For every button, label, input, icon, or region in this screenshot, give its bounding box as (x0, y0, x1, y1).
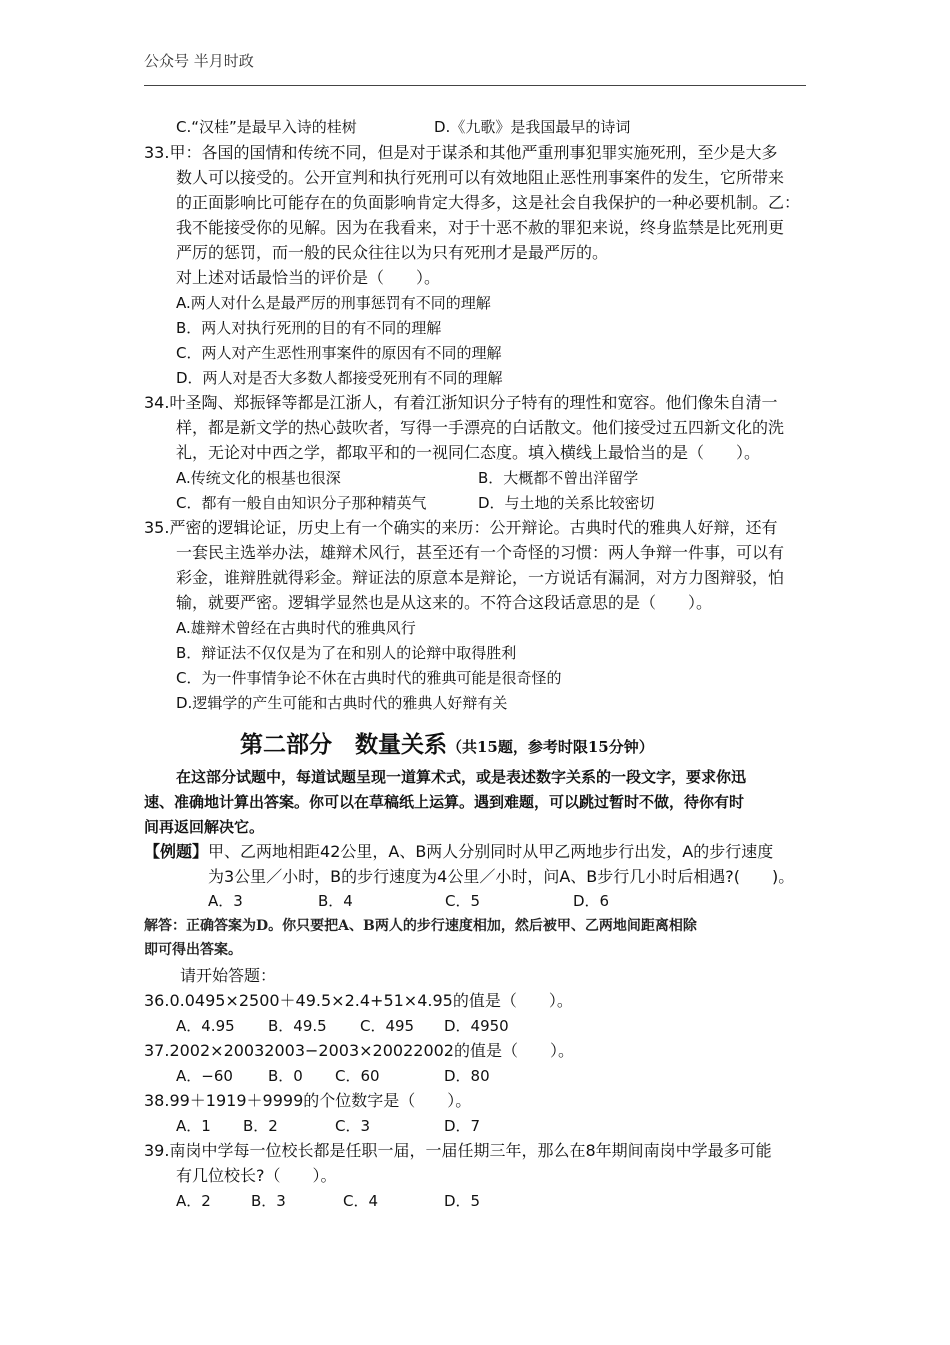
q37-option-d: D．80 (444, 1067, 490, 1085)
q34-line: 34.叶圣陶、郑振铎等都是江浙人，有着江浙知识分子特有的理性和宽容。他们像朱自清一 (144, 393, 778, 412)
section-subtitle: （共15题，参考时限15分钟） (447, 738, 654, 756)
q34-option-a: A.传统文化的根基也很深 (176, 469, 341, 487)
q33-line: 我不能接受你的见解。因为在我看来，对于十恶不赦的罪犯来说，终身监禁是比死刑更 (176, 218, 785, 237)
q33-line: 33.甲：各国的国情和传统不同，但是对于谋杀和其他严重刑事犯罪实施死刑，至少是大多 (144, 143, 778, 162)
q33-line: 数人可以接受的。公开宣判和执行死刑可以有效地阻止恶性刑事案件的发生，它所带来 (176, 168, 785, 187)
q39-line: 有几位校长?（ ）。 (176, 1166, 337, 1185)
q32-option-d: D.《九歌》是我国最早的诗词 (434, 118, 631, 136)
q34-line: 礼，无论对中西之学，都取平和的一视同仁态度。填入横线上最恰当的是（ ）。 (176, 443, 761, 462)
q39-option-d: D．5 (444, 1192, 481, 1210)
q34-option-b: B．大概都不曾出洋留学 (478, 469, 639, 487)
q33-option-c: C．两人对产生恶性刑事案件的原因有不同的理解 (176, 344, 502, 362)
q37-stem: 37.2002×20032003−2003×20022002的值是（ ）。 (144, 1041, 574, 1060)
q33-line: 的正面影响比可能存在的负面影响肯定大得多，这是社会自我保护的一种必要机制。乙： (176, 193, 801, 212)
q34-line: 样，都是新文学的热心鼓吹者，写得一手漂亮的白话散文。他们接受过五四新文化的洗 (176, 418, 785, 437)
q38-option-d: D．7 (444, 1117, 481, 1135)
section-intro-line: 速、准确地计算出答案。你可以在草稿纸上运算。遇到难题，可以跳过暂时不做，待你有时 (144, 793, 745, 811)
example-option-c: C．5 (445, 892, 481, 910)
example-option-a: A．3 (208, 892, 243, 910)
page-header: 公众号 半月时政 (144, 52, 254, 70)
q34-option-d: D．与土地的关系比较密切 (478, 494, 655, 512)
q38-option-b: B．2 (243, 1117, 278, 1135)
q37-option-b: B．0 (268, 1067, 303, 1085)
q36-option-a: A．4.95 (176, 1017, 235, 1035)
example-option-d: D．6 (573, 892, 610, 910)
q38-stem: 38.99＋1919＋9999的个位数字是（ ）。 (144, 1091, 472, 1110)
header-divider (144, 85, 806, 86)
section-intro-line: 在这部分试题中，每道试题呈现一道算术式，或是表述数字关系的一段文字，要求你迅 (176, 768, 747, 786)
q37-option-a: A．−60 (176, 1067, 233, 1085)
example-answer-line: 即可得出答案。 (144, 942, 242, 958)
q34-option-c: C．都有一般自由知识分子那种精英气 (176, 494, 427, 512)
q36-stem: 36.0.0495×2500＋49.5×2.4+51×4.95的值是（ ）。 (144, 991, 573, 1010)
section-heading (240, 726, 654, 759)
q39-option-b: B．3 (251, 1192, 286, 1210)
q33-line: 严厉的惩罚，而一般的民众往往以为只有死刑才是最严厉的。 (176, 243, 609, 262)
example-answer-line: 解答：正确答案为D。你只要把A、B两人的步行速度相加，然后被甲、乙两地间距离相除 (144, 918, 697, 934)
q39-option-c: C．4 (343, 1192, 379, 1210)
q35-option-d: D.逻辑学的产生可能和古典时代的雅典人好辩有关 (176, 694, 508, 712)
q39-option-a: A．2 (176, 1192, 211, 1210)
q38-option-a: A．1 (176, 1117, 211, 1135)
section-intro-line: 间再返回解决它。 (144, 818, 265, 836)
example-line: 为3公里／小时，B的步行速度为4公里／小时，问A、B步行几小时后相遇?( )。 (208, 867, 795, 886)
q36-option-c: C．495 (360, 1017, 415, 1035)
q37-option-c: C．60 (335, 1067, 380, 1085)
q33-prompt: 对上述对话最恰当的评价是（ ）。 (176, 268, 441, 287)
example-line (144, 842, 773, 862)
q35-option-b: B．辩证法不仅仅是为了在和别人的论辩中取得胜利 (176, 644, 517, 662)
q35-line: 一套民主选举办法，雄辩术风行，甚至还有一个奇怪的习惯：两人争辩一件事，可以有 (176, 543, 785, 562)
start-prompt: 请开始答题： (180, 966, 277, 985)
example-label: 【例题】 (144, 842, 209, 861)
q36-option-b: B．49.5 (268, 1017, 327, 1035)
q32-option-c: C.“汉桂”是最早入诗的桂树 (176, 118, 357, 136)
example-option-b: B．4 (318, 892, 353, 910)
q36-option-d: D．4950 (444, 1017, 509, 1035)
section-title: 第二部分 数量关系 (240, 731, 447, 758)
q39-line: 39.南岗中学每一位校长都是任职一届，一届任期三年，那么在8年期间南岗中学最多可能 (144, 1141, 772, 1160)
q35-line: 输，就要严密。逻辑学显然也是从这来的。不符合这段话意思的是（ ）。 (176, 593, 713, 612)
q35-line: 35.严密的逻辑论证，历史上有一个确实的来历：公开辩论。古典时代的雅典人好辩，还有 (144, 518, 778, 537)
q33-option-b: B．两人对执行死刑的目的有不同的理解 (176, 319, 442, 337)
q33-option-d: D．两人对是否大多数人都接受死刑有不同的理解 (176, 369, 503, 387)
q35-option-a: A.雄辩术曾经在古典时代的雅典风行 (176, 619, 416, 637)
q35-option-c: C．为一件事情争论不休在古典时代的雅典可能是很奇怪的 (176, 669, 562, 687)
q38-option-c: C．3 (335, 1117, 371, 1135)
example-stem: 甲、乙两地相距42公里，A、B两人分别同时从甲乙两地步行出发，A的步行速度 (208, 842, 774, 861)
q35-line: 彩金，谁辩胜就得彩金。辩证法的原意本是辩论，一方说话有漏洞，对方力图辩驳，怕 (176, 568, 785, 587)
q33-option-a: A.两人对什么是最严厉的刑事惩罚有不同的理解 (176, 294, 491, 312)
